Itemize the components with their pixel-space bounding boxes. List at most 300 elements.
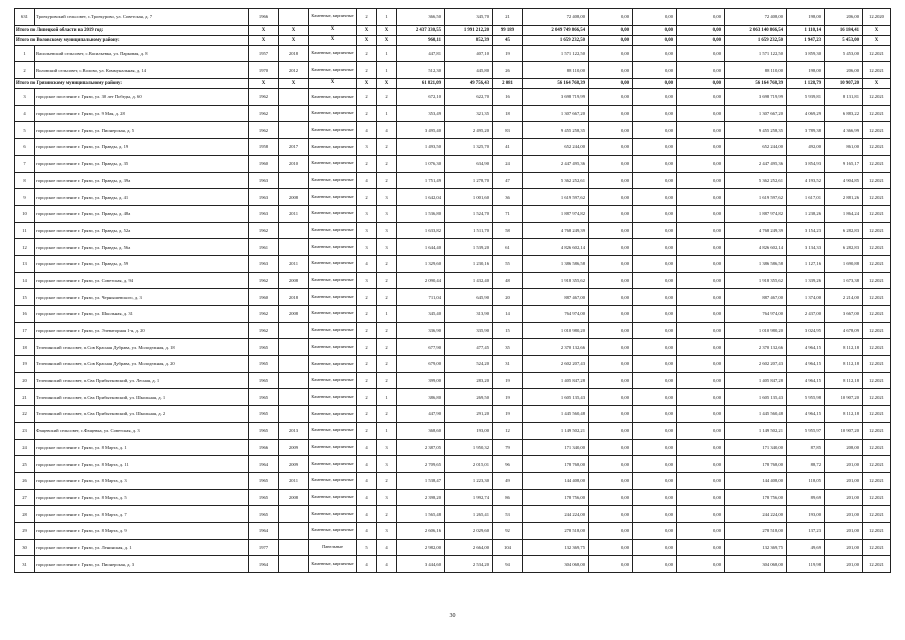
table-cell: 3 [377,489,397,506]
table-cell: 269,50 [445,389,493,406]
table-cell: 2 [357,45,377,62]
table-cell: 1 307 667,20 [725,105,787,122]
table-cell: 12.2021 [863,522,891,539]
table-cell: Каменные, кирпичные [309,489,357,506]
table-row [15,122,891,139]
table-cell: 1963 [249,255,279,272]
table-cell: городское поселение г. Грязи, ул. Правды, д. 56а [35,239,249,256]
table-body [15,9,891,573]
table-cell: 2 709,65 [397,456,445,473]
table-cell: 4 [357,456,377,473]
table-row [15,239,891,256]
table-cell: городское поселение г. Грязи, ул. Правды, д. 52а [35,222,249,239]
table-cell: 12.2021 [863,489,891,506]
table-cell: 1965 [249,389,279,406]
table-row [15,306,891,323]
table-cell: 2013 [279,422,309,439]
table-cell: 0,00 [589,222,633,239]
table-cell: 0,00 [633,62,677,79]
table-cell: 12.2021 [863,139,891,156]
table-cell: 3 [357,272,377,289]
table-cell: X [357,35,377,45]
table-cell: 10 907,20 [825,422,863,439]
table-cell: 407,10 [445,45,493,62]
table-cell: 386,80 [397,389,445,406]
table-cell: 1 [15,45,35,62]
table-cell: 3 495,40 [397,122,445,139]
table-cell: 4 [15,105,35,122]
table-cell: 24 [493,155,523,172]
table-cell: 178 768,00 [725,456,787,473]
table-cell: 1 605 135,43 [725,389,787,406]
table-cell: 3 024,95 [787,322,825,339]
register-sheet [14,8,888,573]
table-cell: Каменные, кирпичные [309,105,357,122]
table-cell: 132 369,75 [523,539,589,556]
table-cell: 31 [15,556,35,573]
table-cell: 0,00 [589,489,633,506]
table-cell: Каменные, кирпичные [309,422,357,439]
table-cell: Телепинский сельсовет, п.Свх Прибытковский, ул. Лесная, д. 1 [35,372,249,389]
table-cell: 24 [15,439,35,456]
table-cell: 12.2021 [863,506,891,523]
table-cell: Каменные, кирпичные [309,322,357,339]
table-cell: 12.2021 [863,255,891,272]
table-cell: городское поселение г. Грязи, ул. Пионерская, д. 5 [35,122,249,139]
table-cell: 2 081 [493,79,523,89]
table-cell: 53 [493,506,523,523]
table-cell: 96 [493,456,523,473]
table-cell: 304 068,00 [725,556,787,573]
table-cell: 2 [377,89,397,106]
table-cell: Каменные, кирпичные [309,556,357,573]
table-cell: 445,80 [445,62,493,79]
table-cell: 118,05 [787,472,825,489]
table-cell: 278 518,00 [523,522,589,539]
table-cell: 20 [15,372,35,389]
table-cell: 4 [357,439,377,456]
table-cell: 18 [493,105,523,122]
table-cell: Каменные, кирпичные [309,506,357,523]
table-cell: X [863,35,891,45]
table-cell: 447,81 [397,45,445,62]
table-cell: 9 455 258,35 [725,122,787,139]
table-cell: 0,00 [633,322,677,339]
table-cell: 19 [493,45,523,62]
table-cell: 45 [493,35,523,45]
table-cell: 206,00 [825,9,863,26]
table-cell: 5 453,00 [825,35,863,45]
table-cell: 0,00 [633,356,677,373]
table-cell: 72 408,00 [523,9,589,26]
table-cell: 3 [377,522,397,539]
total-row [15,35,891,45]
table-cell: городское поселение г. Грязи, ул. Правды, д. 39а [35,172,249,189]
table-row [15,9,891,26]
table-cell: 0,00 [589,339,633,356]
table-cell: городское поселение г. Грязи, ул. Советская, д. 94 [35,272,249,289]
table-cell: 1962 [249,322,279,339]
table-cell: 1 617,01 [787,189,825,206]
table-cell: 477,45 [445,339,493,356]
table-cell: 0,00 [677,255,725,272]
table-cell: 56 164 768,39 [725,79,787,89]
table-cell: 12.2021 [863,189,891,206]
table-cell [279,339,309,356]
table-cell: 2 063 140 866,54 [725,25,787,35]
table-cell: 2 [377,372,397,389]
table-cell [279,9,309,26]
table-cell: 2 [377,356,397,373]
table-cell: Итого по Липецкой области на 2019 год: [15,25,249,35]
table-cell: 3 859,30 [787,45,825,62]
table-cell: 92 [493,522,523,539]
table-cell: 19 [493,372,523,389]
table-cell: 711,04 [397,289,445,306]
table-row [15,62,891,79]
table-cell: 2 602 207,43 [523,356,589,373]
table-cell: 244 224,00 [523,506,589,523]
table-cell: 4 768 249,39 [523,222,589,239]
table-cell: 5 362 252,61 [725,172,787,189]
table-cell: 1962 [249,222,279,239]
table-cell: 1 644,40 [397,239,445,256]
table-cell: 2 387,05 [397,439,445,456]
table-cell: 55 [493,255,523,272]
table-cell: 887 467,00 [725,289,787,306]
table-cell: 171 340,00 [523,439,589,456]
table-cell: 1966 [249,439,279,456]
table-cell: 0,00 [589,79,633,89]
table-cell: Каменные, кирпичные [309,122,357,139]
table-cell [279,406,309,423]
table-cell: 1 405 847,28 [725,372,787,389]
table-cell: 0,00 [677,239,725,256]
table-row [15,489,891,506]
table-cell: 12.2021 [863,439,891,456]
table-cell: 0,00 [677,439,725,456]
total-row [15,79,891,89]
table-cell: 2 [357,406,377,423]
table-cell: 1964 [249,456,279,473]
table-cell: 0,00 [677,45,725,62]
table-cell: 3 854,93 [787,155,825,172]
table-cell: 0,00 [589,556,633,573]
table-cell: X [377,79,397,89]
table-cell: Каменные, кирпичные [309,205,357,222]
table-cell: 1 659 232,50 [725,35,787,45]
table-cell: X [377,35,397,45]
table-cell: 304 068,00 [523,556,589,573]
table-cell: 4 [357,255,377,272]
table-cell: 12.2021 [863,62,891,79]
table-cell: 0,00 [589,35,633,45]
table-cell: 0,00 [589,522,633,539]
table-cell: 0,00 [677,306,725,323]
table-cell: 1 432,40 [445,272,493,289]
table-cell: 2 [377,155,397,172]
table-cell: 0,00 [677,62,725,79]
table-row [15,372,891,389]
table-cell: 0,00 [589,122,633,139]
table-cell: 12.2021 [863,456,891,473]
table-cell: городское поселение г. Грязи, ул. 8 Марта, д. 5 [35,489,249,506]
table-cell: 0,00 [633,79,677,89]
table-cell: 0,00 [633,105,677,122]
table-cell: 12.2021 [863,472,891,489]
table-cell: 16 [493,89,523,106]
table-cell: 1 149 502,21 [523,422,589,439]
table-cell: 0,00 [633,522,677,539]
table-cell: 0,00 [677,356,725,373]
table-cell: 5 453,00 [825,45,863,62]
table-cell: 1 571 122,50 [725,45,787,62]
table-row [15,205,891,222]
table-cell: 178 756,00 [725,489,787,506]
table-cell: 1 992,74 [445,489,493,506]
table-cell: 1 374,00 [787,289,825,306]
table-cell: 0,00 [633,506,677,523]
table-cell: 0,00 [677,372,725,389]
table-cell: 19 [15,356,35,373]
table-cell: Телепинский сельсовет, п.Сов Красная Дубрава, ул. Молодежная, д. 20 [35,356,249,373]
table-cell: 1 307 667,20 [523,105,589,122]
table-cell: 4 964,15 [787,372,825,389]
table-cell: 1963 [249,189,279,206]
table-cell: 2 [377,255,397,272]
table-cell: 1 539,20 [445,239,493,256]
table-cell: 8 112,18 [825,339,863,356]
table-cell: Каменные, кирпичные [309,239,357,256]
table-cell: городское поселение г. Грязи, ул. 9 Мая, д. 28 [35,105,249,122]
table-cell: 206,00 [825,62,863,79]
table-cell: 861,00 [825,139,863,156]
table-cell: 447,90 [397,406,445,423]
table-cell: 2 602 207,43 [725,356,787,373]
table-cell: Итого по Грязинскому муниципальному району: [15,79,249,89]
table-cell: 12.2021 [863,322,891,339]
table-cell: 1 [377,105,397,122]
table-cell: 1 633,82 [397,222,445,239]
table-cell: Каменные, кирпичные [309,222,357,239]
table-cell: Каменные, кирпичные [309,406,357,423]
table-cell: 0,00 [589,139,633,156]
table-cell: 0,00 [633,172,677,189]
table-cell: 5 [15,122,35,139]
table-cell: 0,00 [677,155,725,172]
table-cell: 3 667,00 [825,306,863,323]
table-cell: 0,00 [589,25,633,35]
table-cell: 1 887 974,82 [725,205,787,222]
table-cell: 2 [377,289,397,306]
table-cell: 11 [15,222,35,239]
table-cell: X [279,25,309,35]
table-cell: 1 238,26 [787,205,825,222]
table-cell: 0,00 [677,189,725,206]
table-cell: 4 826 602,14 [725,239,787,256]
table-cell: 1965 [249,489,279,506]
table-cell: 29 [15,522,35,539]
table-cell: 4 [357,172,377,189]
table-cell: 0,00 [677,89,725,106]
table-cell: 88 110,00 [523,62,589,79]
table-cell: 0,00 [633,89,677,106]
table-cell: Каменные, кирпичные [309,255,357,272]
table-cell: 198,00 [787,62,825,79]
table-cell: 12.2021 [863,122,891,139]
table-cell: Итого по Воловскому муниципальному району: [15,35,249,45]
table-cell: 19 [493,406,523,423]
table-row [15,139,891,156]
table-cell: 9 [15,189,35,206]
table-cell: 1 110,14 [787,25,825,35]
table-cell: 14 [493,306,523,323]
table-cell: Каменные, кирпичные [309,372,357,389]
table-cell: 12.2021 [863,539,891,556]
table-cell: 17 [15,322,35,339]
table-cell: 5 955,97 [787,422,825,439]
table-cell: 2 [15,62,35,79]
table-cell: X [377,25,397,35]
table-cell [279,172,309,189]
table-cell [279,105,309,122]
table-cell: 89,69 [787,489,825,506]
table-cell: 0,00 [677,456,725,473]
table-cell: 119,98 [787,556,825,573]
table-cell: 1 [377,45,397,62]
table-cell: 8 131,81 [825,89,863,106]
table-cell: Телепинский сельсовет, п.Свх Прибытковский, ул. Школьная, д. 1 [35,389,249,406]
table-cell: Панельные [309,539,357,556]
table-cell: 6 282,83 [825,239,863,256]
table-cell: 4 366,99 [825,122,863,139]
table-cell: 2011 [279,472,309,489]
table-cell: 1 [377,422,397,439]
table-cell: 0,00 [633,439,677,456]
table-cell: 3 [377,456,397,473]
table-cell: 1 223,30 [445,472,493,489]
table-cell: 137,23 [787,522,825,539]
table-cell: 201,00 [825,489,863,506]
table-cell: 1 918 355,62 [523,272,589,289]
table-cell: 12.2021 [863,239,891,256]
table-cell: 2 090,44 [397,272,445,289]
table-cell: 12.2021 [863,406,891,423]
table-cell: 12.2021 [863,556,891,573]
table-cell: 49,69 [787,539,825,556]
table-cell: 2 [357,89,377,106]
table-cell [279,556,309,573]
table-cell: 4 [357,489,377,506]
table-cell: 0,00 [589,9,633,26]
table-cell: 1 [377,389,397,406]
table-cell: 1 386 586,58 [725,255,787,272]
table-cell: 1965 [249,372,279,389]
table-cell: 16 184,41 [825,25,863,35]
table-cell: 622,70 [445,89,493,106]
table-cell: 0,00 [677,472,725,489]
table-row [15,289,891,306]
table-cell: 2 [377,472,397,489]
table-cell: Каменные, кирпичные [309,339,357,356]
table-cell: 512,30 [397,62,445,79]
table-cell: 679,00 [397,356,445,373]
table-cell: 887 467,00 [523,289,589,306]
table-cell: 1962 [249,272,279,289]
table-cell: 9 455 258,35 [523,122,589,139]
table-cell: 1960 [249,289,279,306]
table-cell: 1965 [249,356,279,373]
table-cell: 0,00 [589,205,633,222]
table-cell: 960,11 [397,35,445,45]
table-cell: 144 408,00 [725,472,787,489]
table-cell: городское поселение г. Грязи, ул. Пионерская, д. 3 [35,556,249,573]
table-cell: 631 [15,9,35,26]
table-cell: 22 [15,406,35,423]
table-cell: 20 [493,289,523,306]
table-cell: 0,00 [589,406,633,423]
table-cell: 10 [15,205,35,222]
housing-register-table [14,8,891,573]
table-cell: 3 [377,189,397,206]
table-cell: 193,00 [787,506,825,523]
table-cell: 2011 [279,205,309,222]
table-cell: 1 538,47 [397,472,445,489]
table-cell: 2 606,16 [397,522,445,539]
table-cell: 1977 [249,539,279,556]
table-cell: 0,00 [677,105,725,122]
table-cell: X [309,35,357,45]
table-cell: 12.2021 [863,289,891,306]
table-cell: 2 [357,62,377,79]
table-cell: 2011 [279,255,309,272]
table-cell: 2017 [279,139,309,156]
table-cell: 244 224,00 [725,506,787,523]
table-cell: 1 918 355,62 [725,272,787,289]
table-cell: X [249,79,279,89]
table-cell: 19 [493,389,523,406]
table-cell: 2 [357,105,377,122]
table-cell: 672,10 [397,89,445,106]
table-cell: 0,00 [589,289,633,306]
table-cell: 0,00 [633,489,677,506]
table-cell: 2008 [279,189,309,206]
table-cell [279,239,309,256]
table-cell [279,356,309,373]
table-cell: 1 991 212,20 [445,25,493,35]
table-cell: Каменные, кирпичные [309,89,357,106]
table-cell: 0,00 [677,489,725,506]
total-row [15,25,891,35]
table-cell: 1 [377,306,397,323]
table-cell: городское поселение г. Грязи, ул. 30 лет Победы, д. 60 [35,89,249,106]
table-cell: 0,00 [589,89,633,106]
table-cell: 3 134,33 [787,239,825,256]
table-cell: 2 495,20 [445,122,493,139]
table-cell: 0,00 [633,9,677,26]
table-cell: городское поселение г. Грязи, ул. Школьная, д. 31 [35,306,249,323]
table-cell: 10 907,20 [825,389,863,406]
table-cell: 12.2021 [863,105,891,122]
table-cell: 1 149 502,21 [725,422,787,439]
table-cell: 0,00 [633,45,677,62]
table-cell: 1 339,26 [787,272,825,289]
table-row [15,255,891,272]
table-cell: 3 [377,205,397,222]
table-cell: 4 193,52 [787,172,825,189]
table-cell: 5 939,81 [787,89,825,106]
table-cell: 2 [377,406,397,423]
